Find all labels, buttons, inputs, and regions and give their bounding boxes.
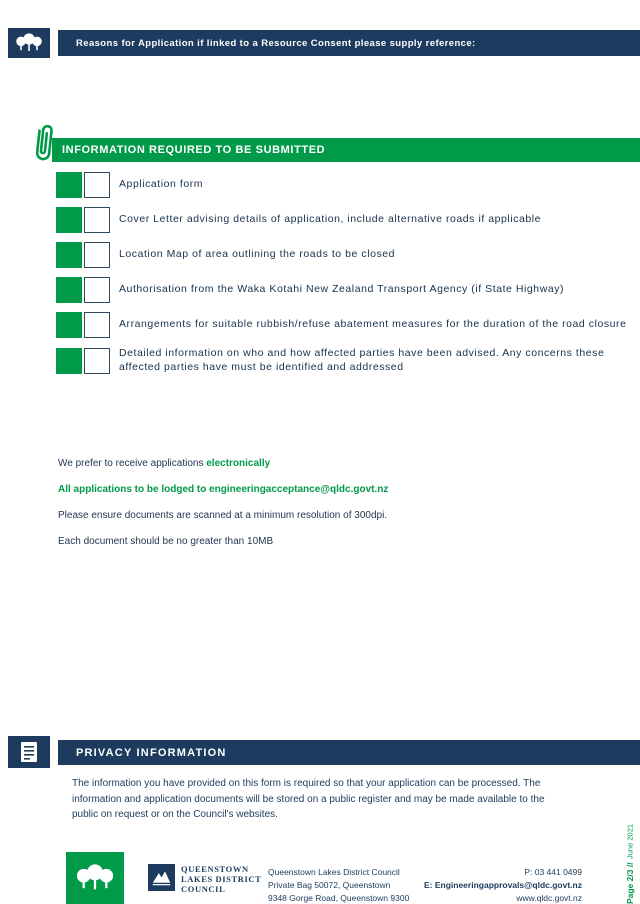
form-document-icon-glyph	[18, 740, 40, 764]
checkbox-authorisation[interactable]	[84, 277, 110, 303]
qldc-wordmark-line: COUNCIL	[181, 883, 226, 894]
checkbox-location-map[interactable]	[84, 242, 110, 268]
privacy-header-bar	[58, 740, 640, 765]
note-lodge-text: All applications to be lodged to	[58, 484, 207, 495]
reasons-header-title: Reasons for Application if linked to a Resource Consent please supply reference:	[76, 37, 476, 49]
note-resolution: Please ensure documents are scanned at a minimum resolution of 300dpi.	[58, 510, 388, 521]
footer-website-link[interactable]: www.qldc.govt.nz	[516, 892, 582, 903]
information-required-title: INFORMATION REQUIRED TO BE SUBMITTED	[62, 144, 326, 156]
reasons-header-bar	[58, 30, 640, 56]
trees-icon	[8, 28, 50, 58]
checklist-item-label: Cover Letter advising details of application, include alternative roads if applicable	[119, 213, 542, 226]
lodgement-email-link[interactable]: engineeringacceptance@qldc.govt.nz	[209, 484, 389, 495]
qldc-wordmark	[181, 864, 261, 894]
green-bullet-square	[56, 277, 82, 303]
checklist-item-label: Location Map of area outlining the roads to be closed	[119, 248, 396, 261]
page-number-label: Page 2/3 //	[625, 862, 635, 904]
trees-icon-glyph	[72, 861, 118, 895]
page-date-label: June 2021	[625, 824, 635, 860]
mountain-icon-glyph	[151, 867, 172, 888]
green-bullet-square	[56, 242, 82, 268]
footer-address-line: 9348 Gorge Road, Queenstown 9300	[268, 892, 410, 903]
footer-phone: P: 03 441 0499	[524, 867, 582, 877]
required-documents-checklist	[56, 172, 631, 384]
checklist-row	[56, 312, 631, 338]
page-number-marker	[625, 822, 635, 904]
green-bullet-square	[56, 207, 82, 233]
privacy-body-text: The information you have provided on this form is required so that your application can be processed. The information and application documents will be stored on a public register and may be made available to the public on request or on the Council's websites.	[72, 778, 545, 820]
footer-contact	[424, 866, 582, 904]
green-bullet-square	[56, 172, 82, 198]
footer-address-line: Private Bag 50072, Queenstown	[268, 879, 391, 890]
checkbox-application-form[interactable]	[84, 172, 110, 198]
checklist-item-label: Detailed information on who and how affected parties have been advised. Any concerns these affected parties have must be identified and addressed	[119, 347, 605, 373]
checklist-item-label: Authorisation from the Waka Kotahi New Zealand Transport Agency (if State Highway)	[119, 283, 565, 296]
checkbox-affected-parties[interactable]	[84, 348, 110, 374]
checkbox-cover-letter[interactable]	[84, 207, 110, 233]
checklist-row	[56, 277, 631, 303]
note-lodge-email	[58, 484, 578, 495]
checklist-item-label: Application form	[119, 178, 204, 191]
footer-email-link[interactable]: E: Engineeringapprovals@qldc.govt.nz	[423, 879, 582, 890]
privacy-title: PRIVACY INFORMATION	[76, 746, 227, 759]
submission-notes	[58, 458, 578, 562]
checklist-row	[56, 242, 631, 268]
qldc-logo	[148, 864, 261, 894]
note-file-size: Each document should be no greater than 10MB	[58, 536, 274, 547]
mountain-icon	[148, 864, 175, 891]
qldc-wordmark-line: QUEENSTOWN	[181, 864, 249, 874]
form-document-icon	[8, 736, 50, 768]
checkbox-rubbish-abatement[interactable]	[84, 312, 110, 338]
note-prefer-electronic	[58, 458, 578, 469]
note-prefer-highlight: electronically	[206, 458, 271, 469]
checklist-row	[56, 347, 631, 375]
checklist-row	[56, 172, 631, 198]
green-bullet-square	[56, 348, 82, 374]
qldc-wordmark-line: LAKES DISTRICT	[181, 873, 262, 884]
trees-icon-glyph	[12, 31, 46, 55]
note-prefer-text: We prefer to receive applications	[58, 458, 204, 469]
checklist-item-label: Arrangements for suitable rubbish/refuse abatement measures for the duration of the road closure	[119, 318, 627, 331]
green-bullet-square	[56, 312, 82, 338]
footer-address-line: Queenstown Lakes District Council	[268, 867, 400, 877]
checklist-row	[56, 207, 631, 233]
information-required-header-bar	[52, 138, 640, 162]
trees-icon	[66, 852, 124, 904]
footer-address	[268, 866, 409, 904]
